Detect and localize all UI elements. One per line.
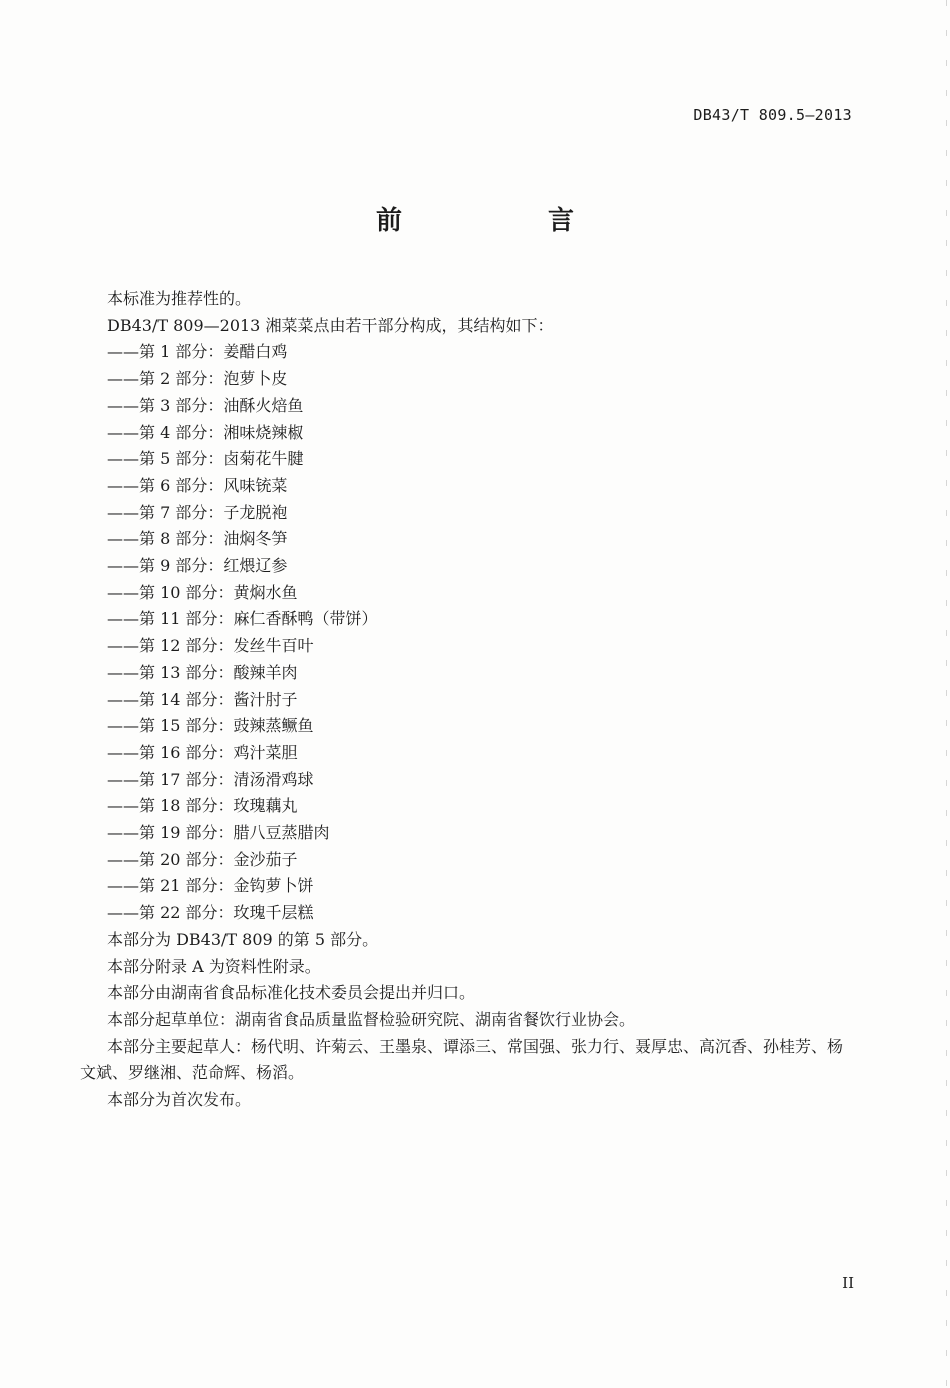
closing-paragraph: 本部分为首次发布。 — [107, 1090, 252, 1110]
parts-list — [80, 339, 854, 926]
closing-paragraph: 本部分为 DB43/T 809 的第 5 部分。 — [107, 929, 379, 949]
document-code: DB43/T 809.5—2013 — [693, 106, 852, 124]
list-item: ——第 15 部分：豉辣蒸鳜鱼 — [107, 716, 314, 736]
page-title: 前 言 — [375, 206, 634, 236]
foreword-body — [80, 286, 854, 1114]
list-item: ——第 3 部分：油酥火焙鱼 — [107, 395, 304, 415]
list-item: ——第 13 部分：酸辣羊肉 — [107, 662, 298, 682]
closing-paragraph: 本部分主要起草人：杨代明、许菊云、王墨泉、谭添三、常国强、张力行、聂厚忠、高沉香、孙桂芳、杨文斌、罗继湘、范命辉、杨滔。 — [80, 1036, 844, 1083]
list-item: ——第 17 部分：清汤滑鸡球 — [107, 769, 314, 789]
list-item: ——第 1 部分：姜醋白鸡 — [107, 342, 288, 362]
list-item: ——第 20 部分：金沙茄子 — [107, 849, 298, 869]
list-item: ——第 22 部分：玫瑰千层糕 — [107, 903, 314, 923]
list-item: ——第 21 部分：金钩萝卜饼 — [107, 876, 314, 896]
closing-paragraph: 本部分由湖南省食品标准化技术委员会提出并归口。 — [107, 983, 476, 1003]
list-item: ——第 4 部分：湘味烧辣椒 — [107, 422, 304, 442]
intro-paragraph: 本标准为推荐性的。 — [107, 289, 252, 308]
list-item: ——第 6 部分：风味铳菜 — [107, 475, 288, 495]
list-item: ——第 11 部分：麻仁香酥鸭（带饼） — [107, 609, 378, 629]
list-item: ——第 18 部分：玫瑰藕丸 — [107, 796, 298, 816]
page-number: II — [842, 1274, 854, 1292]
list-item: ——第 16 部分：鸡汁菜胆 — [107, 742, 298, 762]
list-item: ——第 19 部分：腊八豆蒸腊肉 — [107, 823, 330, 843]
closing-paragraph: 本部分附录 A 为资料性附录。 — [107, 956, 321, 976]
scan-edge-mark — [946, 0, 947, 1388]
list-item: ——第 10 部分：黄焖水鱼 — [107, 582, 298, 602]
list-item: ——第 5 部分：卤菊花牛腱 — [107, 449, 304, 469]
list-item: ——第 7 部分：子龙脱袍 — [107, 502, 288, 522]
intro-paragraph: DB43/T 809—2013 湘菜菜点由若干部分构成，其结构如下： — [107, 315, 554, 335]
list-item: ——第 14 部分：酱汁肘子 — [107, 689, 298, 709]
closing-paragraph: 本部分起草单位：湖南省食品质量监督检验研究院、湖南省餐饮行业协会。 — [107, 1009, 636, 1029]
list-item: ——第 12 部分：发丝牛百叶 — [107, 636, 314, 656]
list-item: ——第 9 部分：红煨辽参 — [107, 556, 288, 576]
list-item: ——第 8 部分：油焖冬笋 — [107, 529, 288, 549]
list-item: ——第 2 部分：泡萝卜皮 — [107, 369, 288, 389]
